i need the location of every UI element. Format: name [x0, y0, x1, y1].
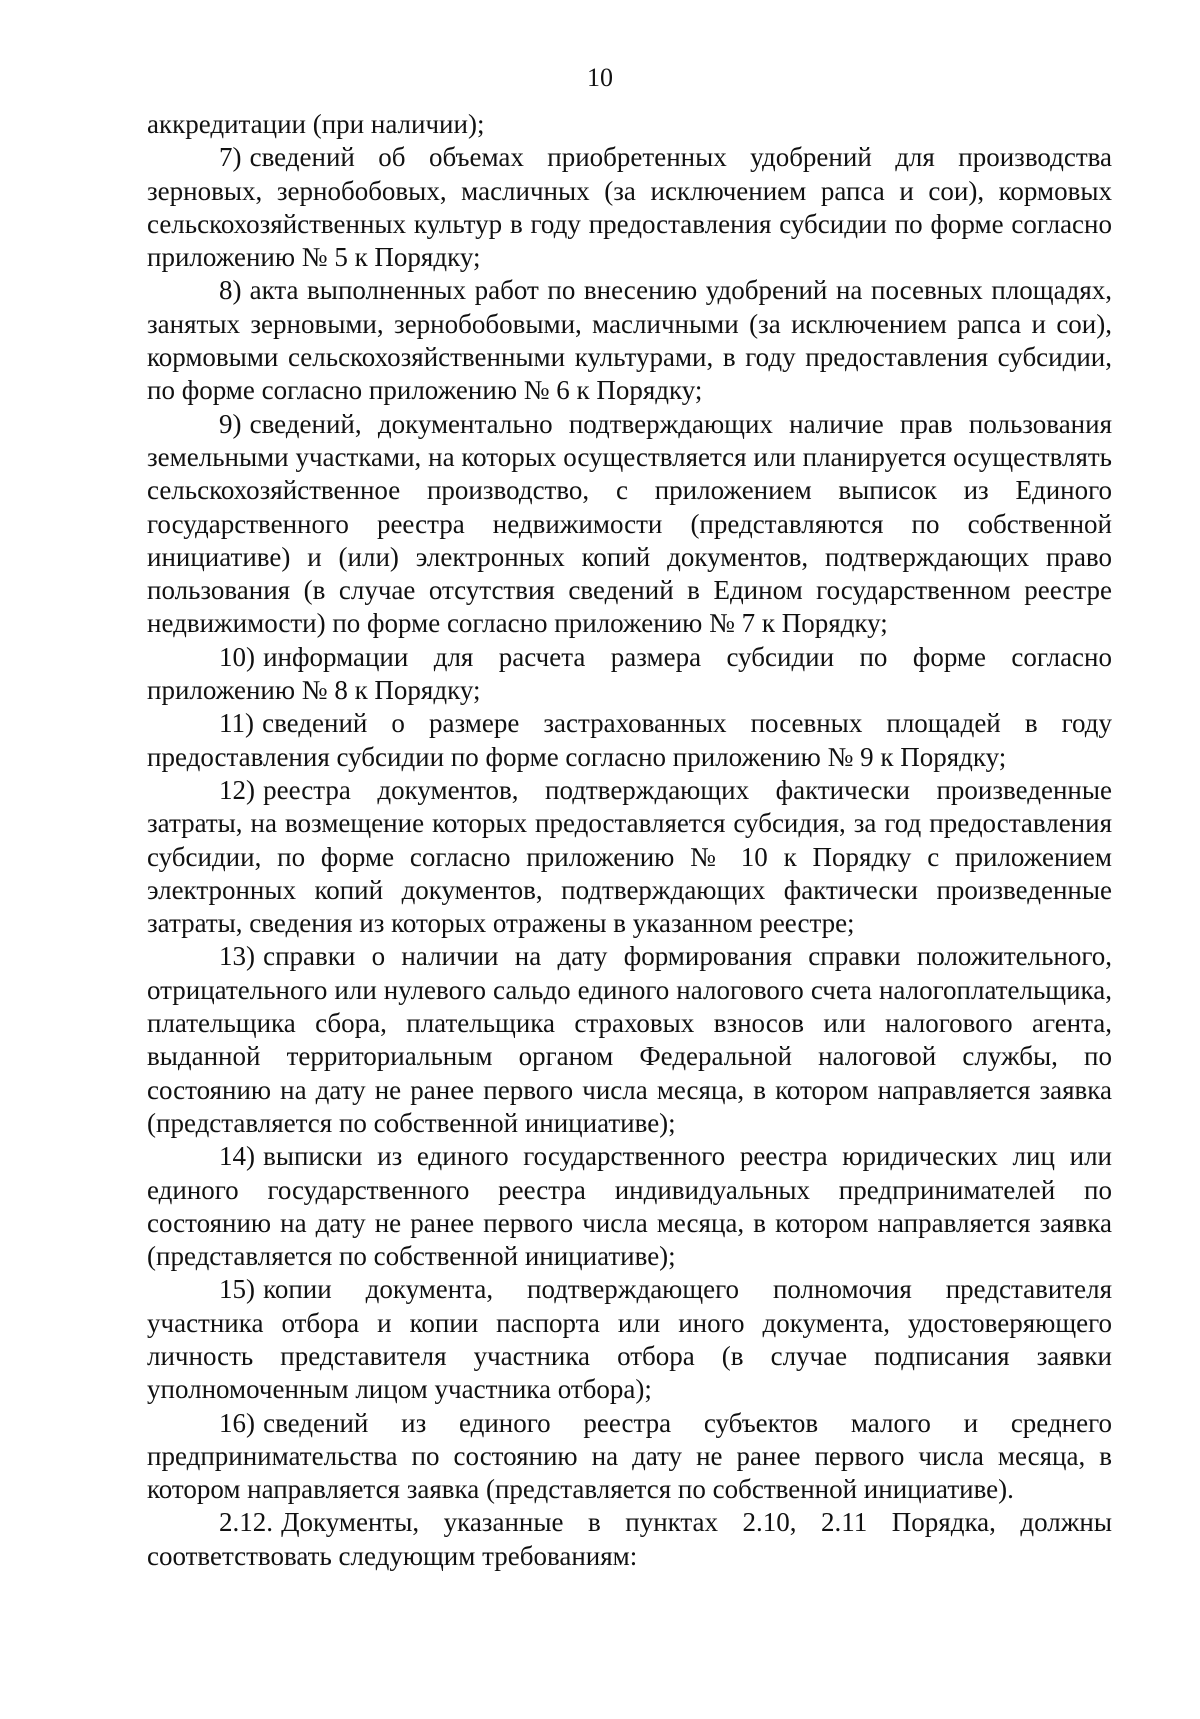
item-number: 2.12.	[219, 1507, 273, 1538]
item-text: справки о наличии на дату формирования справки положительного, отрицательного или нулевого сальдо единого налогового счета налогоплательщика, плательщика сбора, плательщика страховых взносов или налогового агента, выданной территориальным органом Федеральной налоговой службы, по состоянию на дату не ранее первого числа месяца, в котором направляется заявка (представляется по собственной инициативе);	[147, 941, 1112, 1138]
list-item-9	[147, 408, 1112, 641]
item-text: выписки из единого государственного реестра юридических лиц или единого государственного реестра индивидуальных предпринимателей по состоянию на дату не ранее первого числа месяца, в котором направляется заявка (представляется по собственной инициативе);	[147, 1141, 1112, 1272]
item-number: 11)	[219, 708, 254, 739]
item-text: сведений об объемах приобретенных удобрений для производства зерновых, зернобобовых, масличных (за исключением рапса и сои), кормовых сельскохозяйственных культур в году предоставления субсидии по форме согласно приложению № 5 к Порядку;	[147, 142, 1112, 273]
section-2-12	[147, 1506, 1112, 1573]
list-item-12	[147, 774, 1112, 940]
list-item-7	[147, 141, 1112, 274]
list-item-15	[147, 1273, 1112, 1406]
item-number: 9)	[219, 408, 242, 439]
list-item-14	[147, 1140, 1112, 1273]
list-item-8	[147, 274, 1112, 407]
item-number: 15)	[219, 1274, 255, 1305]
list-item-10	[147, 641, 1112, 708]
item-number: 7)	[219, 142, 242, 173]
item-text: информации для расчета размера субсидии по форме согласно приложению № 8 к Порядку;	[147, 641, 1112, 706]
item-text: акта выполненных работ по внесению удобрений на посевных площадях, занятых зерновыми, зернобобовыми, масличными (за исключением рапса и сои), кормовыми сельскохозяйственными культурами, в году предоставления субсидии, по форме согласно приложению № 6 к Порядку;	[147, 275, 1112, 406]
item-text: сведений о размере застрахованных посевных площадей в году предоставления субсидии по форме согласно приложению № 9 к Порядку;	[147, 708, 1112, 772]
paragraph-continuation	[147, 108, 1112, 141]
item-number: 8)	[219, 275, 242, 306]
paragraph-text: аккредитации (при наличии);	[147, 109, 485, 139]
list-item-13	[147, 940, 1112, 1140]
item-number: 13)	[219, 941, 255, 972]
item-text: реестра документов, подтверждающих фактически произведенные затраты, на возмещение которых предоставляется субсидия, за год предоставления субсидии, по форме согласно приложению № 10 к Порядку с приложением электронных копий документов, подтверждающих фактически произведенные затраты, сведения из которых отражены в указанном реестре;	[147, 774, 1112, 939]
list-item-11	[147, 707, 1112, 774]
item-number: 16)	[219, 1407, 255, 1438]
item-text: сведений из единого реестра субъектов малого и среднего предпринимательства по состоянию на дату не ранее первого числа месяца, в котором направляется заявка (представляется по собственной инициативе).	[147, 1407, 1112, 1505]
item-number: 10)	[219, 641, 255, 672]
item-text: копии документа, подтверждающего полномочия представителя участника отбора и копии паспорта или иного документа, удостоверяющего личность представителя участника отбора (в случае подписания заявки уполномоченным лицом участника отбора);	[147, 1274, 1112, 1405]
item-text: Документы, указанные в пунктах 2.10, 2.11 Порядка, должны соответствовать следующим требованиям:	[147, 1507, 1112, 1571]
page-number: 10	[587, 63, 613, 92]
document-body	[147, 108, 1112, 1573]
item-number: 12)	[219, 774, 255, 805]
item-number: 14)	[219, 1141, 255, 1172]
item-text: сведений, документально подтверждающих наличие прав пользования земельными участками, на которых осуществляется или планируется осуществлять сельскохозяйственное производство, с приложением выписок из Единого государственного реестра недвижимости (представляются по собственной инициативе) и (или) электронных копий документов, подтверждающих право пользования (в случае отсутствия сведений в Едином государственном реестре недвижимости) по форме согласно приложению № 7 к Порядку;	[147, 408, 1112, 639]
list-item-16	[147, 1407, 1112, 1507]
